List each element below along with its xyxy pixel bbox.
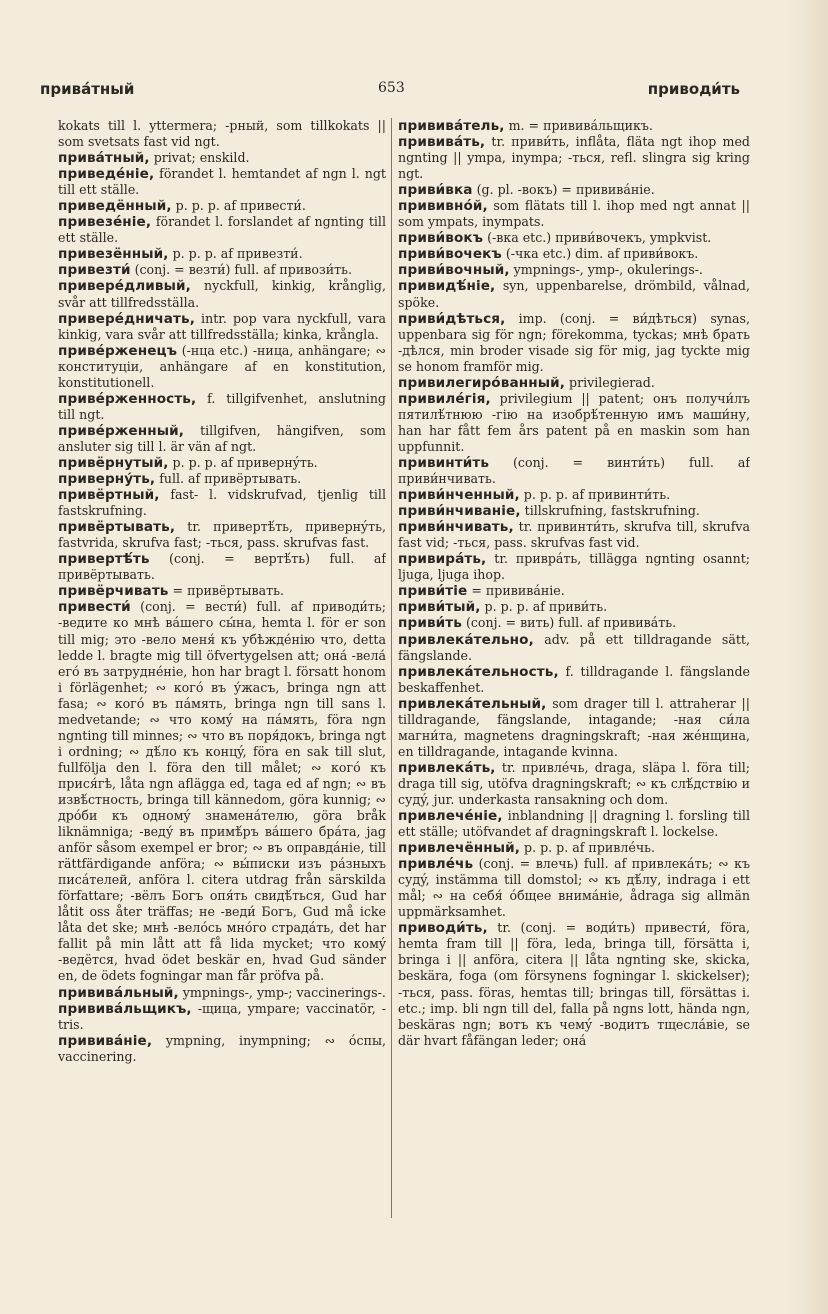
dictionary-entry bbox=[398, 278, 750, 310]
entry-headword: привлечéніе, bbox=[398, 808, 503, 825]
entry-definition: som flätats till l. ihop med ngt annat || som ympats, inympats. bbox=[398, 198, 750, 230]
entry-definition: (-нца etc.) -ница, anhängare; ∾ конституціи, anhängare af en konstitution, konstitutionell. bbox=[58, 342, 386, 390]
entry-definition: f. tilldragande l. fängslande beskaffenhet. bbox=[398, 663, 750, 695]
dictionary-entry bbox=[58, 423, 386, 455]
dictionary-entry bbox=[398, 118, 750, 134]
entry-headword: приводи́ть, bbox=[398, 920, 488, 937]
entry-definition: (conj. = винти́ть) full. af приви́нчивать. bbox=[398, 454, 750, 487]
entry-headword: приви́тый, bbox=[398, 599, 481, 616]
entry-definition: (-чка etc.) dim. af приви́вокъ. bbox=[501, 246, 699, 262]
entry-headword: привезéніе, bbox=[58, 214, 152, 231]
dictionary-entry bbox=[58, 487, 386, 519]
entry-headword: приви́вочекъ bbox=[398, 246, 502, 263]
entry-definition: p. p. p. af привернýть. bbox=[168, 454, 318, 470]
entry-headword: прививáльный, bbox=[58, 984, 179, 1001]
entry-definition: -щица, ympare; vaccinatör, -tris. bbox=[58, 1000, 386, 1032]
entry-definition: privilegierad. bbox=[565, 374, 655, 390]
entry-definition: inblandning || dragning l. forsling till ett ställe; utöfvandet af dragningskraft l. lockelse. bbox=[398, 808, 750, 840]
entry-headword: привести́ bbox=[58, 599, 131, 616]
entry-definition: (conj. = вить) full. af прививáть. bbox=[461, 615, 677, 631]
dictionary-entry bbox=[58, 118, 386, 150]
entry-headword: привлекáть, bbox=[398, 759, 496, 776]
entry-headword: приви́вка bbox=[398, 182, 473, 199]
entry-headword: приви́ть bbox=[398, 615, 462, 632]
entry-definition: privilegium || patent; онъ получи́лъ пятилѣ́тнюю -гію на изобрѣ́тенную имъ маши́ну, han har fått fem års patent på en maskin som han uppfunnit. bbox=[398, 390, 750, 454]
entry-definition: tillskrufning, fastskrufning. bbox=[520, 503, 700, 519]
entry-headword: привéрженный, bbox=[58, 422, 185, 439]
entry-definition: p. p. p. af приви́ть. bbox=[480, 599, 608, 615]
entry-definition: som drager till l. attraherar || tilldragande, fängslande, intagande; -ная си́ла магни́та, magnetens dragningskraft; -ная жéнщина, en tilldragande, intagande kvinna. bbox=[398, 695, 750, 759]
entry-headword: привернýть, bbox=[58, 471, 156, 488]
entry-definition: (conj. = вести́) full. af приводи́ть; -ведите ко мнѣ вáшего сы́на, hemta l. för er son till mig; это -вело меня́ къ убѣжде́нію что, detta ledde l. bragte mig till öfvertygelsen att; она́ -вела́ его́ въ затрудне́ніе, hon har bragt l. försatt honom i förlägenhet; ∾ когó въ у́жасъ, bringa ngn att fasa; ∾ когó въ пáмять, bringa ngn till sans l. medvetande; ∾ что комý на пáмять, föra ngn ngnting till minnes; ∾ что въ поря́докъ, bringa ngt i ordning; ∾ дѣ́ло къ концý, föra en sak till slut, fullfölja den l. föra den till målet; ∾ когó къ прися́гѣ, låta ngn aflägga ed, taga ed af ngn; ∾ въ извѣ́стность, bringa till kännedom, göra kunnig; ∾ дрóби къ одномý знаменáтелю, göra bråk liknämniga; -веду́ въ примѣ́ръ вáшего брáта, jag anför såsom exempel er bror; ∾ въ оправдáніе, till rättfärdigande anföra; ∾ вы́писки изъ рáзныхъ писáтелей, anföra l. citera utdrag från särskilda författare; -вёлъ Богъ опя́ть свидѣ́ться, Gud har låtit oss åter träffas; не -веди́ Богъ, Gud må icke låta det ske; мнѣ -велóсь мнóго страдáть, det har fallit på min lått att få lida mycket; что комý -ведётся, hvad ödet beskär en, hvad Gud sänder en, de ödets fogningar man får pröfva på. bbox=[58, 599, 386, 984]
dictionary-entry bbox=[398, 503, 750, 519]
page-number: 653 bbox=[378, 80, 405, 96]
entry-definition: förandet l. forslandet af ngnting till ett ställe. bbox=[58, 214, 386, 246]
dictionary-entry bbox=[58, 471, 386, 487]
entry-definition: tr. (conj. = води́ть) привести́, föra, hemta fram till || föra, leda, bringa till, försätta i, bringa i || anföra, citera || låta ngnting ske, skicka, beskära, foga (om försynens fogningar l. skickelser); -ться, pass. föras, hemtas till; bringas till, försättas i. etc.; imp. bli ngn till del, falla på ngns lott, hända ngn, beskäras ngn; вотъ къ чемý -водитъ тщеслáвіе, se där hvart fåfängan leder; онá bbox=[398, 920, 750, 1048]
dictionary-entry bbox=[398, 375, 750, 391]
entry-definition: (conj. = вертѣ́ть) full. af привёртывать. bbox=[58, 551, 386, 583]
dictionary-entry bbox=[398, 391, 750, 455]
entry-definition: ympnings-, ymp-; vaccinerings-. bbox=[178, 984, 386, 1000]
dictionary-entry bbox=[58, 583, 386, 599]
dictionary-entry bbox=[398, 487, 750, 503]
dictionary-entry bbox=[398, 519, 750, 551]
dictionary-entry bbox=[398, 551, 750, 583]
entry-definition: ympnings-, ymp-, okulerings-. bbox=[509, 262, 703, 278]
dictionary-entry bbox=[58, 198, 386, 214]
dictionary-entry bbox=[398, 696, 750, 760]
left-running-head: привáтный bbox=[40, 80, 135, 98]
entry-headword: привлекáтельность, bbox=[398, 663, 559, 680]
entry-headword: приви́тіе bbox=[398, 583, 468, 600]
dictionary-entry bbox=[398, 840, 750, 856]
entry-headword: прививáльщикъ, bbox=[58, 1000, 192, 1017]
entry-definition: p. p. p. af привести́. bbox=[171, 198, 306, 214]
entry-headword: приви́нченный, bbox=[398, 487, 520, 504]
entry-definition: tr. привинти́ть, skrufva till, skrufva fast vid; -ться, pass. skrufvas fast vid. bbox=[398, 519, 750, 551]
entry-headword: прививáть, bbox=[398, 134, 486, 151]
entry-definition: adv. på ett tilldragande sätt, fängslande. bbox=[398, 631, 750, 663]
dictionary-entry bbox=[58, 246, 386, 262]
entry-headword: прививáтель, bbox=[398, 118, 505, 134]
dictionary-entry bbox=[58, 519, 386, 551]
entry-definition: = прививáніе. bbox=[467, 583, 565, 599]
entry-headword: привлекáтельный, bbox=[398, 695, 547, 712]
dictionary-entry bbox=[58, 214, 386, 246]
dictionary-entry bbox=[398, 760, 750, 808]
right-column bbox=[398, 118, 750, 1253]
entry-headword: привертѣ́ть bbox=[58, 551, 150, 568]
dictionary-entry bbox=[58, 343, 386, 391]
dictionary-entry bbox=[398, 615, 750, 631]
entry-headword: привёрчивать bbox=[58, 583, 169, 600]
entry-definition: privat; enskild. bbox=[149, 150, 250, 166]
entry-definition: imp. (conj. = ви́дѣться) synas, uppenbara sig för ngn; förekomma, tyckas; мнѣ брать -дѣлся, min broder visade sig för mig, jag tyckte mig se honom framför mig. bbox=[398, 310, 750, 374]
entry-headword: привёртный, bbox=[58, 487, 160, 504]
dictionary-entry bbox=[58, 1001, 386, 1033]
entry-definition: förandet l. hemtandet af ngn l. ngt till ett ställe. bbox=[58, 166, 386, 198]
dictionary-entry bbox=[58, 278, 386, 310]
left-column bbox=[58, 118, 386, 1253]
dictionary-entry bbox=[398, 246, 750, 262]
dictionary-entry bbox=[398, 599, 750, 615]
entry-headword: привлекáтельно, bbox=[398, 631, 534, 648]
entry-definition: p. p. p. af привезти́. bbox=[168, 246, 303, 262]
entry-definition: (conj. = везти́) full. af привози́ть. bbox=[130, 262, 353, 278]
dictionary-entry bbox=[58, 311, 386, 343]
dictionary-entry bbox=[398, 230, 750, 246]
entry-headword: привёрнутый, bbox=[58, 454, 169, 471]
dictionary-entry bbox=[58, 391, 386, 423]
entry-headword: привлечённый, bbox=[398, 840, 521, 857]
right-running-head: приводи́ть bbox=[647, 80, 740, 98]
entry-headword: привáтный, bbox=[58, 150, 150, 167]
entry-headword: привезти́ bbox=[58, 262, 131, 279]
dictionary-entry bbox=[398, 808, 750, 840]
dictionary-entry bbox=[398, 134, 750, 182]
entry-definition: tr. приврáть, tillägga ngnting osannt; ljuga, ljuga ihop. bbox=[398, 551, 750, 583]
entry-definition: ympning, inympning; ∾ óспы, vaccinering. bbox=[58, 1032, 386, 1064]
entry-headword: приви́вочный, bbox=[398, 262, 510, 279]
entry-definition: nyckfull, kinkig, krånglig, svår att tillfredsställa. bbox=[58, 278, 386, 310]
entry-definition: (g. pl. -вокъ) = прививáніе. bbox=[472, 182, 655, 198]
entry-headword: привлéчь bbox=[398, 856, 474, 873]
entry-definition: fast- l. vidskrufvad, tjenlig till fastskrufning. bbox=[58, 487, 386, 519]
entry-headword: приведéніе, bbox=[58, 166, 155, 183]
entry-definition: tr. приви́ть, inflåta, fläta ngt ihop med ngnting || ympa, inympa; -ться, refl. slingra sig kring ngt. bbox=[398, 134, 750, 182]
dictionary-entry bbox=[58, 150, 386, 166]
entry-headword: привинти́ть bbox=[398, 454, 490, 471]
entry-definition: p. p. p. af привлéчь. bbox=[520, 840, 656, 856]
entry-definition: full. af привёртывать. bbox=[155, 471, 302, 487]
dictionary-entry bbox=[398, 262, 750, 278]
dictionary-entry bbox=[58, 1033, 386, 1065]
dictionary-entry bbox=[58, 551, 386, 583]
dictionary-entry bbox=[398, 583, 750, 599]
dictionary-entry bbox=[398, 856, 750, 920]
dictionary-entry bbox=[58, 262, 386, 278]
dictionary-entry bbox=[398, 455, 750, 487]
entry-headword: приви́нчиваніе, bbox=[398, 503, 521, 520]
entry-headword: привилéгія, bbox=[398, 390, 491, 407]
entry-headword: прививáніе, bbox=[58, 1032, 153, 1049]
entry-headword: приведённый, bbox=[58, 198, 172, 215]
dictionary-entry bbox=[58, 985, 386, 1001]
entry-headword: приверéдливый, bbox=[58, 278, 191, 295]
dictionary-entry bbox=[398, 632, 750, 664]
entry-definition: (-вка etc.) приви́вочекъ, ympkvist. bbox=[483, 230, 712, 246]
column-divider bbox=[391, 118, 392, 1218]
entry-headword: приви́дѣться, bbox=[398, 310, 506, 327]
dictionary-entry bbox=[58, 455, 386, 471]
dictionary-entry bbox=[58, 166, 386, 198]
entry-definition: tillgifven, hängifven, som ansluter sig till l. är vän af ngt. bbox=[58, 422, 386, 454]
entry-headword: привилегирóванный, bbox=[398, 374, 565, 391]
entry-definition: tr. привертѣ́ть, привернýть, fastvrida, skrufva fast; -ться, pass. skrufvas fast. bbox=[58, 519, 386, 551]
entry-headword: привидѣ́ніе, bbox=[398, 278, 496, 295]
entry-definition: syn, uppenbarelse, drömbild, vålnad, spöke. bbox=[398, 278, 750, 310]
entry-definition: = привёртывать. bbox=[168, 583, 284, 599]
entry-headword: привезённый, bbox=[58, 246, 169, 263]
entry-definition: tr. привлéчь, draga, släpa l. föra till; draga till sig, utöfva dragningskraft; ∾ къ слѣ́дствію и судý, jur. underkasta ransakning och dom. bbox=[398, 759, 750, 807]
entry-definition: m. = прививáльщикъ. bbox=[504, 118, 653, 133]
entry-headword: прививнóй, bbox=[398, 198, 488, 215]
dictionary-entry bbox=[58, 599, 386, 984]
entry-headword: приви́нчивать, bbox=[398, 519, 514, 536]
entry-headword: привёртывать, bbox=[58, 519, 176, 536]
entry-headword: привéрженецъ bbox=[58, 342, 178, 359]
dictionary-entry bbox=[398, 664, 750, 696]
entry-headword: привирáть, bbox=[398, 551, 487, 568]
dictionary-entry bbox=[398, 311, 750, 375]
entry-headword: приверéдничать, bbox=[58, 310, 195, 327]
entry-definition: (conj. = влечь) full. af привлекáть; ∾ къ судý, instämma till domstol; ∾ къ дѣ́лу, indraga i ett mål; ∾ на себя́ óбщее внимáніе, ådraga sig allmän uppmärksamhet. bbox=[398, 856, 750, 920]
dictionary-entry bbox=[398, 198, 750, 230]
entry-definition: p. p. p. af привинти́ть. bbox=[519, 487, 671, 503]
entry-definition: intr. pop vara nyckfull, vara kinkig, vara svår att tillfredsställa; kinka, krångla. bbox=[58, 310, 386, 342]
entry-headword: привéрженность, bbox=[58, 390, 197, 407]
entry-headword: приви́вокъ bbox=[398, 230, 484, 247]
dictionary-entry bbox=[398, 182, 750, 198]
entry-definition: f. tillgifvenhet, anslutning till ngt. bbox=[58, 390, 386, 422]
dictionary-entry bbox=[398, 920, 750, 1048]
page-edge-shading bbox=[788, 0, 828, 1314]
entry-definition: kokats till l. yttermera; -рный, som tillkokats || som svetsats fast vid ngt. bbox=[58, 118, 386, 150]
